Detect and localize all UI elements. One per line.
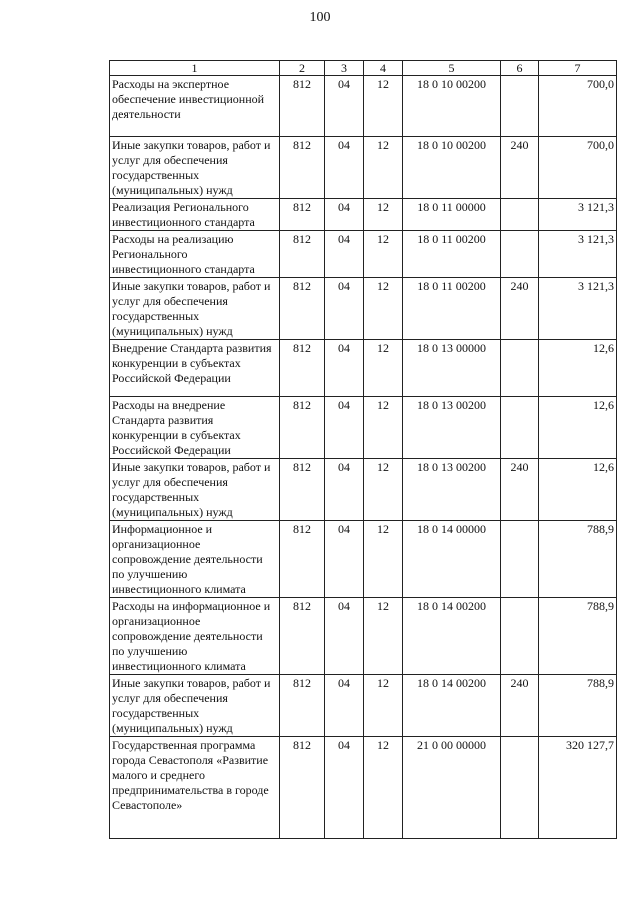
row-subsection-code: 12 — [364, 278, 403, 340]
row-ministry-code: 812 — [280, 459, 325, 521]
row-name: Расходы на экспертное обеспечение инвестиционной деятельности — [110, 76, 280, 137]
row-amount: 3 121,3 — [539, 231, 617, 278]
table-row — [110, 737, 617, 839]
column-header-6: 6 — [501, 61, 539, 76]
row-subsection-code: 12 — [364, 76, 403, 137]
row-subsection-code: 12 — [364, 137, 403, 199]
row-section-code: 04 — [325, 137, 364, 199]
row-expense-type — [501, 737, 539, 839]
row-ministry-code: 812 — [280, 521, 325, 598]
table-row — [110, 397, 617, 459]
row-ministry-code: 812 — [280, 231, 325, 278]
row-name: Расходы на реализацию Регионального инвестиционного стандарта — [110, 231, 280, 278]
row-target-code: 18 0 11 00200 — [403, 278, 501, 340]
row-ministry-code: 812 — [280, 278, 325, 340]
row-section-code: 04 — [325, 397, 364, 459]
row-name: Расходы на внедрение Стандарта развития конкуренции в субъектах Российской Федерации — [110, 397, 280, 459]
row-amount: 700,0 — [539, 76, 617, 137]
column-header-1: 1 — [110, 61, 280, 76]
header-row — [110, 61, 617, 76]
row-amount: 788,9 — [539, 675, 617, 737]
row-expense-type: 240 — [501, 459, 539, 521]
row-amount: 320 127,7 — [539, 737, 617, 839]
row-target-code: 18 0 10 00200 — [403, 76, 501, 137]
row-subsection-code: 12 — [364, 340, 403, 397]
budget-table — [109, 60, 617, 839]
row-ministry-code: 812 — [280, 397, 325, 459]
row-target-code: 18 0 10 00200 — [403, 137, 501, 199]
row-subsection-code: 12 — [364, 199, 403, 231]
row-subsection-code: 12 — [364, 737, 403, 839]
row-amount: 788,9 — [539, 598, 617, 675]
row-subsection-code: 12 — [364, 231, 403, 278]
row-target-code: 18 0 13 00200 — [403, 397, 501, 459]
row-section-code: 04 — [325, 340, 364, 397]
row-ministry-code: 812 — [280, 598, 325, 675]
row-amount: 788,9 — [539, 521, 617, 598]
row-amount: 12,6 — [539, 397, 617, 459]
table-row — [110, 598, 617, 675]
row-target-code: 21 0 00 00000 — [403, 737, 501, 839]
row-ministry-code: 812 — [280, 76, 325, 137]
table-row — [110, 278, 617, 340]
column-header-2: 2 — [280, 61, 325, 76]
row-name: Информационное и организационное сопровождение деятельности по улучшению инвестиционного климата — [110, 521, 280, 598]
row-target-code: 18 0 14 00200 — [403, 675, 501, 737]
table-row — [110, 231, 617, 278]
row-amount: 12,6 — [539, 340, 617, 397]
page-number: 100 — [309, 10, 331, 25]
row-amount: 3 121,3 — [539, 199, 617, 231]
row-name: Государственная программа города Севастополя «Развитие малого и среднего предпринимательства в городе Севастополе» — [110, 737, 280, 839]
column-header-4: 4 — [364, 61, 403, 76]
row-expense-type — [501, 199, 539, 231]
row-target-code: 18 0 14 00000 — [403, 521, 501, 598]
table-row — [110, 675, 617, 737]
row-target-code: 18 0 13 00000 — [403, 340, 501, 397]
table-row — [110, 459, 617, 521]
row-section-code: 04 — [325, 76, 364, 137]
row-section-code: 04 — [325, 598, 364, 675]
column-header-5: 5 — [403, 61, 501, 76]
row-amount: 3 121,3 — [539, 278, 617, 340]
row-section-code: 04 — [325, 231, 364, 278]
row-expense-type — [501, 397, 539, 459]
row-section-code: 04 — [325, 675, 364, 737]
row-expense-type — [501, 231, 539, 278]
row-name: Иные закупки товаров, работ и услуг для обеспечения государственных (муниципальных) нужд — [110, 675, 280, 737]
row-name: Иные закупки товаров, работ и услуг для обеспечения государственных (муниципальных) нужд — [110, 459, 280, 521]
row-name: Иные закупки товаров, работ и услуг для обеспечения государственных (муниципальных) нужд — [110, 278, 280, 340]
row-subsection-code: 12 — [364, 521, 403, 598]
row-name: Иные закупки товаров, работ и услуг для обеспечения государственных (муниципальных) нужд — [110, 137, 280, 199]
row-expense-type — [501, 76, 539, 137]
row-target-code: 18 0 11 00000 — [403, 199, 501, 231]
row-expense-type — [501, 521, 539, 598]
row-ministry-code: 812 — [280, 675, 325, 737]
row-subsection-code: 12 — [364, 675, 403, 737]
row-target-code: 18 0 14 00200 — [403, 598, 501, 675]
row-expense-type: 240 — [501, 137, 539, 199]
row-section-code: 04 — [325, 199, 364, 231]
row-amount: 700,0 — [539, 137, 617, 199]
column-header-3: 3 — [325, 61, 364, 76]
row-section-code: 04 — [325, 278, 364, 340]
row-subsection-code: 12 — [364, 459, 403, 521]
row-expense-type — [501, 598, 539, 675]
row-expense-type: 240 — [501, 278, 539, 340]
table-row — [110, 199, 617, 231]
row-name: Внедрение Стандарта развития конкуренции в субъектах Российской Федерации — [110, 340, 280, 397]
row-expense-type: 240 — [501, 675, 539, 737]
row-target-code: 18 0 11 00200 — [403, 231, 501, 278]
table-row — [110, 76, 617, 137]
row-amount: 12,6 — [539, 459, 617, 521]
table-row — [110, 521, 617, 598]
row-name: Реализация Регионального инвестиционного стандарта — [110, 199, 280, 231]
table-row — [110, 340, 617, 397]
row-target-code: 18 0 13 00200 — [403, 459, 501, 521]
table-row — [110, 137, 617, 199]
row-section-code: 04 — [325, 521, 364, 598]
row-ministry-code: 812 — [280, 737, 325, 839]
row-subsection-code: 12 — [364, 598, 403, 675]
row-ministry-code: 812 — [280, 199, 325, 231]
row-ministry-code: 812 — [280, 137, 325, 199]
column-header-7: 7 — [539, 61, 617, 76]
row-expense-type — [501, 340, 539, 397]
row-subsection-code: 12 — [364, 397, 403, 459]
row-ministry-code: 812 — [280, 340, 325, 397]
row-name: Расходы на информационное и организационное сопровождение деятельности по улучшению инвестиционного климата — [110, 598, 280, 675]
row-section-code: 04 — [325, 459, 364, 521]
row-section-code: 04 — [325, 737, 364, 839]
